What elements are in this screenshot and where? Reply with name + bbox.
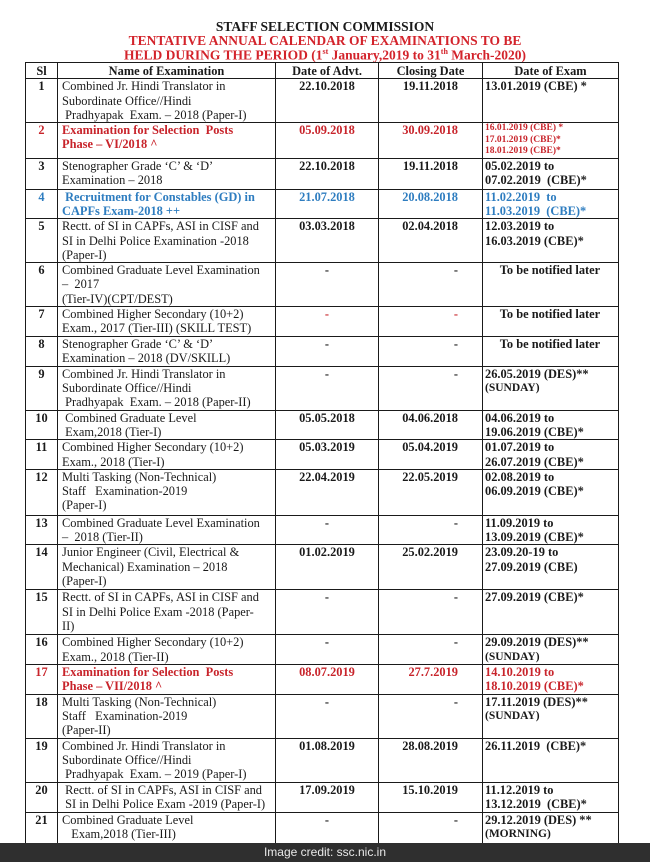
exam-name-line: Exam., 2018 (Tier-II) <box>62 649 169 664</box>
exam-date <box>483 307 619 337</box>
exam-name-line: Rectt. of SI in CAPFs, ASI in CISF and <box>62 590 259 605</box>
closing-date: 15.10.2019 <box>379 782 483 812</box>
exam-date <box>483 219 619 263</box>
exam-name-line: Exam., 2018 (Tier-I) <box>62 454 165 469</box>
row-serial: 7 <box>26 307 58 337</box>
exam-date <box>483 635 619 665</box>
closing-date: - <box>379 515 483 545</box>
exam-name-line: Recruitment for Constables (GD) in <box>62 189 255 204</box>
exam-name-line: Pradhyapak Exam. – 2019 (Paper-I) <box>62 767 247 782</box>
exam-name <box>58 545 276 590</box>
exam-date-line: 13.01.2019 (CBE) * <box>485 79 587 94</box>
exam-name <box>58 469 276 515</box>
exam-date-line: To be notified later <box>499 307 601 322</box>
exam-date <box>483 158 619 189</box>
exam-name-line: Examination – 2018 (DV/SKILL) <box>62 351 231 366</box>
row-serial: 5 <box>26 219 58 263</box>
exam-name-line: Phase – VI/2018 ^ <box>62 137 158 152</box>
advt-date: - <box>276 336 379 366</box>
exam-name-line: Phase – VII/2018 ^ <box>62 679 163 694</box>
exam-name-line: Mechanical) Examination – 2018 <box>62 559 228 574</box>
exam-date-line: 17.01.2019 (CBE)* <box>485 134 561 145</box>
exam-name-line: Combined Graduate Level Examination <box>62 263 260 278</box>
closing-date: 02.04.2018 <box>379 219 483 263</box>
exam-name-line: – 2018 (Tier-II) <box>62 530 143 545</box>
exam-date <box>483 79 619 123</box>
closing-date: 22.05.2019 <box>379 469 483 515</box>
exam-date-line: 26.05.2019 (DES)** <box>485 366 589 381</box>
row-serial: 17 <box>26 665 58 695</box>
table-row <box>26 189 619 219</box>
exam-name-line: (Tier-IV)(CPT/DEST) <box>62 291 173 306</box>
exam-date-line: 29.09.2019 (DES)** <box>485 635 589 650</box>
row-serial: 9 <box>26 366 58 410</box>
exam-date-line: 13.09.2019 (CBE)* <box>485 530 584 545</box>
exam-date <box>483 738 619 782</box>
table-row <box>26 440 619 470</box>
exam-date-line: 14.10.2019 to <box>485 665 555 680</box>
exam-name <box>58 665 276 695</box>
table-body <box>26 79 619 856</box>
row-serial: 20 <box>26 782 58 812</box>
row-serial: 3 <box>26 158 58 189</box>
exam-name-line: Rectt. of SI in CAPFs, ASI in CISF and <box>62 219 259 234</box>
advt-date: - <box>276 515 379 545</box>
exam-name-line: Pradhyapak Exam. – 2018 (Paper-II) <box>62 395 251 410</box>
closing-date: - <box>379 263 483 307</box>
exam-calendar-table <box>25 62 619 856</box>
closing-date: - <box>379 366 483 410</box>
exam-name-line: Combined Jr. Hindi Translator in <box>62 79 226 94</box>
advt-date: 01.02.2019 <box>276 545 379 590</box>
exam-date-line: 12.03.2019 to <box>485 219 555 234</box>
exam-name <box>58 694 276 738</box>
exam-date-line: 04.06.2019 to <box>485 410 555 425</box>
exam-date <box>483 665 619 695</box>
table-row <box>26 782 619 812</box>
row-serial: 4 <box>26 189 58 219</box>
calendar-title-line1: TENTATIVE ANNUAL CALENDAR OF EXAMINATIONS TO BE <box>128 33 522 48</box>
exam-name <box>58 590 276 635</box>
advt-date: - <box>276 812 379 856</box>
exam-date-line: 27.09.2019 (CBE)* <box>485 590 584 605</box>
col-header-sl: Sl <box>26 63 58 79</box>
exam-date-line: (SUNDAY) <box>485 382 540 395</box>
row-serial: 13 <box>26 515 58 545</box>
col-header-exam-date: Date of Exam <box>483 63 619 79</box>
table-row <box>26 469 619 515</box>
exam-name <box>58 336 276 366</box>
advt-date: - <box>276 635 379 665</box>
exam-name-line: Combined Higher Secondary (10+2) <box>62 440 244 455</box>
advt-date: 22.04.2019 <box>276 469 379 515</box>
exam-name <box>58 738 276 782</box>
exam-name-line: Combined Higher Secondary (10+2) <box>62 307 244 322</box>
exam-name-line: – 2017 <box>62 277 100 292</box>
exam-name-line: Combined Graduate Level <box>62 812 194 827</box>
exam-date-line: (SUNDAY) <box>485 650 540 663</box>
row-serial: 15 <box>26 590 58 635</box>
exam-name <box>58 782 276 812</box>
exam-name-line: (Paper-II) <box>62 723 111 738</box>
exam-date-line: 16.01.2019 (CBE) * <box>485 123 564 134</box>
exam-date-line: 11.12.2019 to <box>485 782 554 797</box>
org-title: STAFF SELECTION COMMISSION <box>215 19 435 34</box>
exam-date-line: 11.09.2019 to <box>485 515 554 530</box>
exam-name-line: Subordinate Office//Hindi <box>62 381 192 396</box>
closing-date: - <box>379 635 483 665</box>
exam-date <box>483 545 619 590</box>
exam-name-line: Stenographer Grade ‘C’ & ‘D’ <box>62 158 214 173</box>
advt-date: - <box>276 263 379 307</box>
image-credit: Image credit: ssc.nic.in <box>0 843 650 862</box>
exam-date-line: 07.02.2019 (CBE)* <box>485 172 587 187</box>
exam-name <box>58 366 276 410</box>
exam-date-line: To be notified later <box>499 263 601 278</box>
exam-name-line: Combined Higher Secondary (10+2) <box>62 635 244 650</box>
exam-name-line: Rectt. of SI in CAPFs, ASI in CISF and <box>62 782 262 797</box>
exam-name <box>58 440 276 470</box>
exam-date-line: 23.09.20-19 to <box>485 545 559 560</box>
table-row <box>26 515 619 545</box>
exam-name <box>58 307 276 337</box>
exam-date-line: 05.02.2019 to <box>485 158 555 173</box>
advt-date: 22.10.2018 <box>276 158 379 189</box>
exam-date <box>483 694 619 738</box>
exam-name-line: (Paper-I) <box>62 574 107 589</box>
exam-date <box>483 782 619 812</box>
exam-name <box>58 79 276 123</box>
exam-date-line: 26.07.2019 (CBE)* <box>485 454 584 469</box>
closing-date: - <box>379 336 483 366</box>
exam-date-line: 01.07.2019 to <box>485 440 555 455</box>
table-row <box>26 219 619 263</box>
exam-date-line: 18.10.2019 (CBE)* <box>485 679 584 694</box>
table-row <box>26 307 619 337</box>
exam-date-line: 13.12.2019 (CBE)* <box>485 796 587 811</box>
exam-name-line: (Paper-I) <box>62 247 107 262</box>
exam-date <box>483 515 619 545</box>
exam-date <box>483 366 619 410</box>
exam-date-line: 17.11.2019 (DES)** <box>485 694 588 709</box>
exam-name-line: Examination for Selection Posts <box>62 123 234 138</box>
exam-name <box>58 263 276 307</box>
exam-date <box>483 410 619 440</box>
advt-date: - <box>276 307 379 337</box>
table-row <box>26 158 619 189</box>
table-row <box>26 366 619 410</box>
advt-date: 01.08.2019 <box>276 738 379 782</box>
closing-date: 27.7.2019 <box>379 665 483 695</box>
table-header-row <box>26 63 619 79</box>
exam-name-line: Combined Jr. Hindi Translator in <box>62 738 226 753</box>
advt-date: 08.07.2019 <box>276 665 379 695</box>
table-row <box>26 738 619 782</box>
closing-date: 19.11.2018 <box>379 158 483 189</box>
table-row <box>26 635 619 665</box>
closing-date: - <box>379 590 483 635</box>
table-row <box>26 694 619 738</box>
row-serial: 16 <box>26 635 58 665</box>
exam-date-line: 11.03.2019 (CBE)* <box>485 203 587 218</box>
exam-date-line: 29.12.2019 (DES) ** <box>485 812 592 827</box>
exam-date-line: 27.09.2019 (CBE) <box>485 559 578 574</box>
exam-name <box>58 515 276 545</box>
advt-date: - <box>276 366 379 410</box>
exam-name-line: Staff Examination-2019 <box>62 708 188 723</box>
exam-name-line: Exam., 2017 (Tier-III) (SKILL TEST) <box>62 321 252 336</box>
row-serial: 1 <box>26 79 58 123</box>
calendar-title-line2: HELD DURING THE PERIOD (1st January,2019 to 31th March-2020) <box>123 47 527 63</box>
exam-name-line: Exam,2018 (Tier-III) <box>62 826 176 841</box>
table-row <box>26 263 619 307</box>
table-row <box>26 79 619 123</box>
exam-name <box>58 123 276 159</box>
exam-name <box>58 189 276 219</box>
exam-date-line: To be notified later <box>499 336 601 351</box>
row-serial: 19 <box>26 738 58 782</box>
exam-name-line: Examination – 2018 <box>62 172 163 187</box>
table-row <box>26 545 619 590</box>
advt-date: 05.09.2018 <box>276 123 379 159</box>
col-header-name: Name of Examination <box>58 63 276 79</box>
closing-date: - <box>379 307 483 337</box>
row-serial: 14 <box>26 545 58 590</box>
closing-date: 25.02.2019 <box>379 545 483 590</box>
exam-name-line: CAPFs Exam-2018 ++ <box>62 203 181 218</box>
advt-date: 05.03.2019 <box>276 440 379 470</box>
advt-date: 17.09.2019 <box>276 782 379 812</box>
exam-name-line: SI in Delhi Police Exam -2019 (Paper-I) <box>62 796 266 811</box>
closing-date: 19.11.2018 <box>379 79 483 123</box>
exam-name-line: (Paper-I) <box>62 498 107 513</box>
closing-date: 05.04.2019 <box>379 440 483 470</box>
exam-name-line: Combined Graduate Level <box>62 410 197 425</box>
row-serial: 2 <box>26 123 58 159</box>
exam-name <box>58 158 276 189</box>
table-row <box>26 123 619 159</box>
table-row <box>26 665 619 695</box>
exam-name-line: Staff Examination-2019 <box>62 484 188 499</box>
exam-date <box>483 440 619 470</box>
exam-date-line: 18.01.2019 (CBE)* <box>485 146 561 157</box>
exam-name-line: Pradhyapak Exam. – 2018 (Paper-I) <box>62 107 247 122</box>
exam-date <box>483 263 619 307</box>
exam-date-line: 06.09.2019 (CBE)* <box>485 484 584 499</box>
exam-date <box>483 469 619 515</box>
exam-name-line: Combined Graduate Level Examination <box>62 515 260 530</box>
exam-date-line: 11.02.2019 to <box>485 189 557 204</box>
advt-date: 21.07.2018 <box>276 189 379 219</box>
exam-date-line: 16.03.2019 (CBE)* <box>485 233 584 248</box>
exam-name-line: Multi Tasking (Non-Technical) <box>62 469 217 484</box>
exam-date-line: (MORNING) <box>485 827 551 840</box>
exam-name <box>58 635 276 665</box>
exam-date <box>483 590 619 635</box>
row-serial: 8 <box>26 336 58 366</box>
exam-date-line: 26.11.2019 (CBE)* <box>485 738 587 753</box>
row-serial: 10 <box>26 410 58 440</box>
row-serial: 21 <box>26 812 58 856</box>
row-serial: 18 <box>26 694 58 738</box>
row-serial: 11 <box>26 440 58 470</box>
exam-date-line: 19.06.2019 (CBE)* <box>485 424 584 439</box>
advt-date: 05.05.2018 <box>276 410 379 440</box>
closing-date: 30.09.2018 <box>379 123 483 159</box>
exam-name <box>58 410 276 440</box>
exam-name-line: SI in Delhi Police Exam -2018 (Paper- <box>62 604 254 619</box>
advt-date: 03.03.2018 <box>276 219 379 263</box>
exam-date <box>483 336 619 366</box>
row-serial: 6 <box>26 263 58 307</box>
row-serial: 12 <box>26 469 58 515</box>
exam-name <box>58 219 276 263</box>
advt-date: - <box>276 694 379 738</box>
advt-date: - <box>276 590 379 635</box>
exam-date-line: 02.08.2019 to <box>485 469 555 484</box>
col-header-closing: Closing Date <box>379 63 483 79</box>
exam-date-line: (SUNDAY) <box>485 709 540 722</box>
exam-name-line: Combined Jr. Hindi Translator in <box>62 366 226 381</box>
closing-date: 04.06.2018 <box>379 410 483 440</box>
col-header-advt: Date of Advt. <box>276 63 379 79</box>
exam-name-line: Stenographer Grade ‘C’ & ‘D’ <box>62 336 214 351</box>
exam-name-line: Subordinate Office//Hindi <box>62 93 192 108</box>
closing-date: - <box>379 694 483 738</box>
closing-date: 28.08.2019 <box>379 738 483 782</box>
exam-name-line: II) <box>62 619 75 634</box>
exam-date <box>483 189 619 219</box>
table-row <box>26 410 619 440</box>
exam-date <box>483 123 619 159</box>
exam-name-line: Exam,2018 (Tier-I) <box>62 424 162 439</box>
exam-name-line: Multi Tasking (Non-Technical) <box>62 694 217 709</box>
closing-date: 20.08.2018 <box>379 189 483 219</box>
exam-name-line: Examination for Selection Posts <box>62 665 234 680</box>
table-row <box>26 590 619 635</box>
exam-name-line: Subordinate Office//Hindi <box>62 752 192 767</box>
table-row <box>26 336 619 366</box>
exam-name-line: Junior Engineer (Civil, Electrical & <box>62 545 240 560</box>
exam-name-line: SI in Delhi Police Examination -2018 <box>62 233 249 248</box>
closing-date: - <box>379 812 483 856</box>
advt-date: 22.10.2018 <box>276 79 379 123</box>
